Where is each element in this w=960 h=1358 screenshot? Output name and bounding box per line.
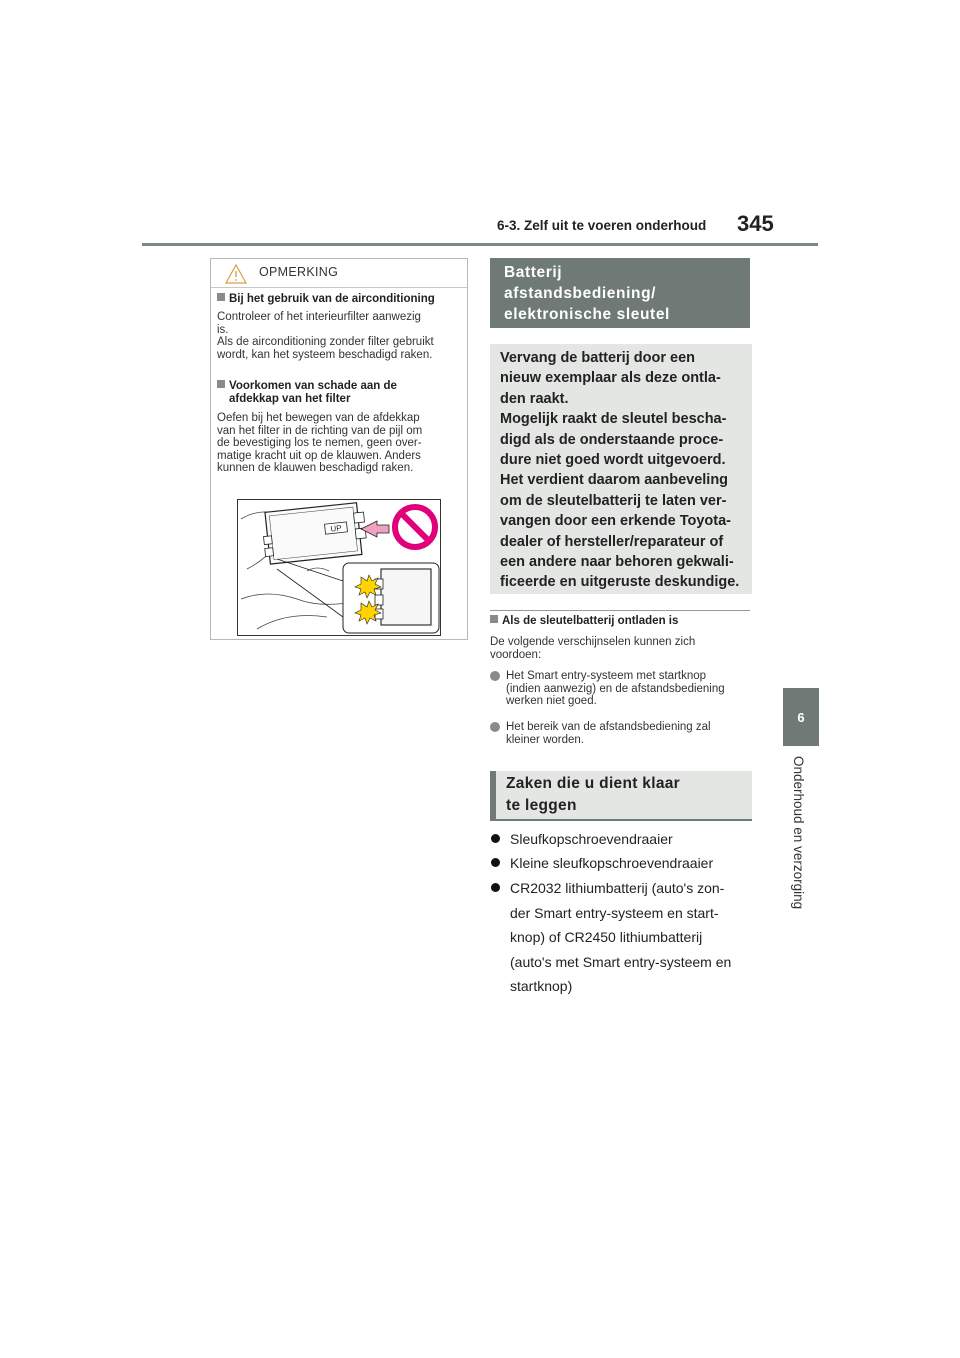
- note-header: [211, 259, 467, 287]
- chapter-number: 6: [797, 709, 805, 725]
- warning-triangle-icon: [225, 264, 247, 284]
- note-text-aircon: Controleer of het interieurfilter aanwezig is. Als de airconditioning zonder filter gebruikt wordt, kan het systeem beschadigd raken.: [217, 311, 434, 361]
- square-bullet-icon: [217, 293, 225, 301]
- chapter-tab: [783, 688, 819, 746]
- note-heading-cover: Voorkomen van schade aan de afdekkap van het filter: [217, 380, 465, 406]
- list-item: Het Smart entry-systeem met startknop (indien aanwezig) en de afstandsbediening werken niet goed.: [490, 670, 752, 708]
- square-bullet-icon: [217, 380, 225, 388]
- tools-section-heading: Zaken die u dient klaar te leggen: [490, 771, 752, 821]
- battery-section-heading: Batterij afstandsbediening/ elektronische sleutel: [490, 258, 750, 328]
- section-title: 6-3. Zelf uit te voeren onderhoud: [497, 218, 707, 233]
- header-rule: [142, 243, 818, 246]
- info-heading: Als de sleutelbatterij ontladen is: [490, 615, 678, 627]
- note-text-cover: Oefen bij het bewegen van de afdekkap van het filter in de richting van de pijl om de bevestiging los te nemen, geen over- matige kracht uit op de klauwen. Anders kunnen de klauwen beschadigd raken.: [217, 412, 423, 474]
- page-number: 345: [737, 211, 774, 236]
- info-text: De volgende verschijnselen kunnen zich voordoen:: [490, 636, 696, 661]
- note-heading-aircon: Bij het gebruik van de airconditioning: [217, 293, 465, 306]
- list-item: Sleufkopschroevendraaier: [490, 827, 752, 852]
- list-item: Kleine sleufkopschroevendraaier: [490, 851, 752, 876]
- list-item: CR2032 lithiumbatterij (auto's zon- der Smart entry-systeem en start- knop) of CR2450 lithiumbatterij (auto's met Smart entry-systeem en startknop): [490, 876, 752, 999]
- note-divider: [211, 287, 467, 288]
- list-item: Het bereik van de afstandsbediening zal kleiner worden.: [490, 721, 752, 746]
- round-bullet-icon: [491, 883, 500, 892]
- round-bullet-icon: [491, 858, 500, 867]
- round-bullet-icon: [490, 722, 500, 732]
- square-bullet-icon: [490, 615, 498, 623]
- chapter-title: Onderhoud en verzorging: [791, 756, 806, 910]
- filter-cover-illustration: [237, 499, 441, 636]
- up-label: UP: [330, 523, 343, 534]
- note-box: [210, 258, 468, 640]
- round-bullet-icon: [490, 671, 500, 681]
- battery-callout: Vervang de batterij door een nieuw exemplaar als deze ontla- den raakt. Mogelijk raakt de sleutel bescha- digd als de onderstaande proce- dure niet goed wordt uitgevoerd. Het verdient daarom aanbeveling om de sleutelbatterij te laten ver- vangen door een erkende Toyota- dealer of hersteller/reparateur of een andere naar behoren gekwali- ficeerde en uitgeruste deskundige.: [490, 344, 752, 594]
- note-title: OPMERKING: [259, 265, 339, 279]
- section-divider: [490, 610, 750, 611]
- round-bullet-icon: [491, 834, 500, 843]
